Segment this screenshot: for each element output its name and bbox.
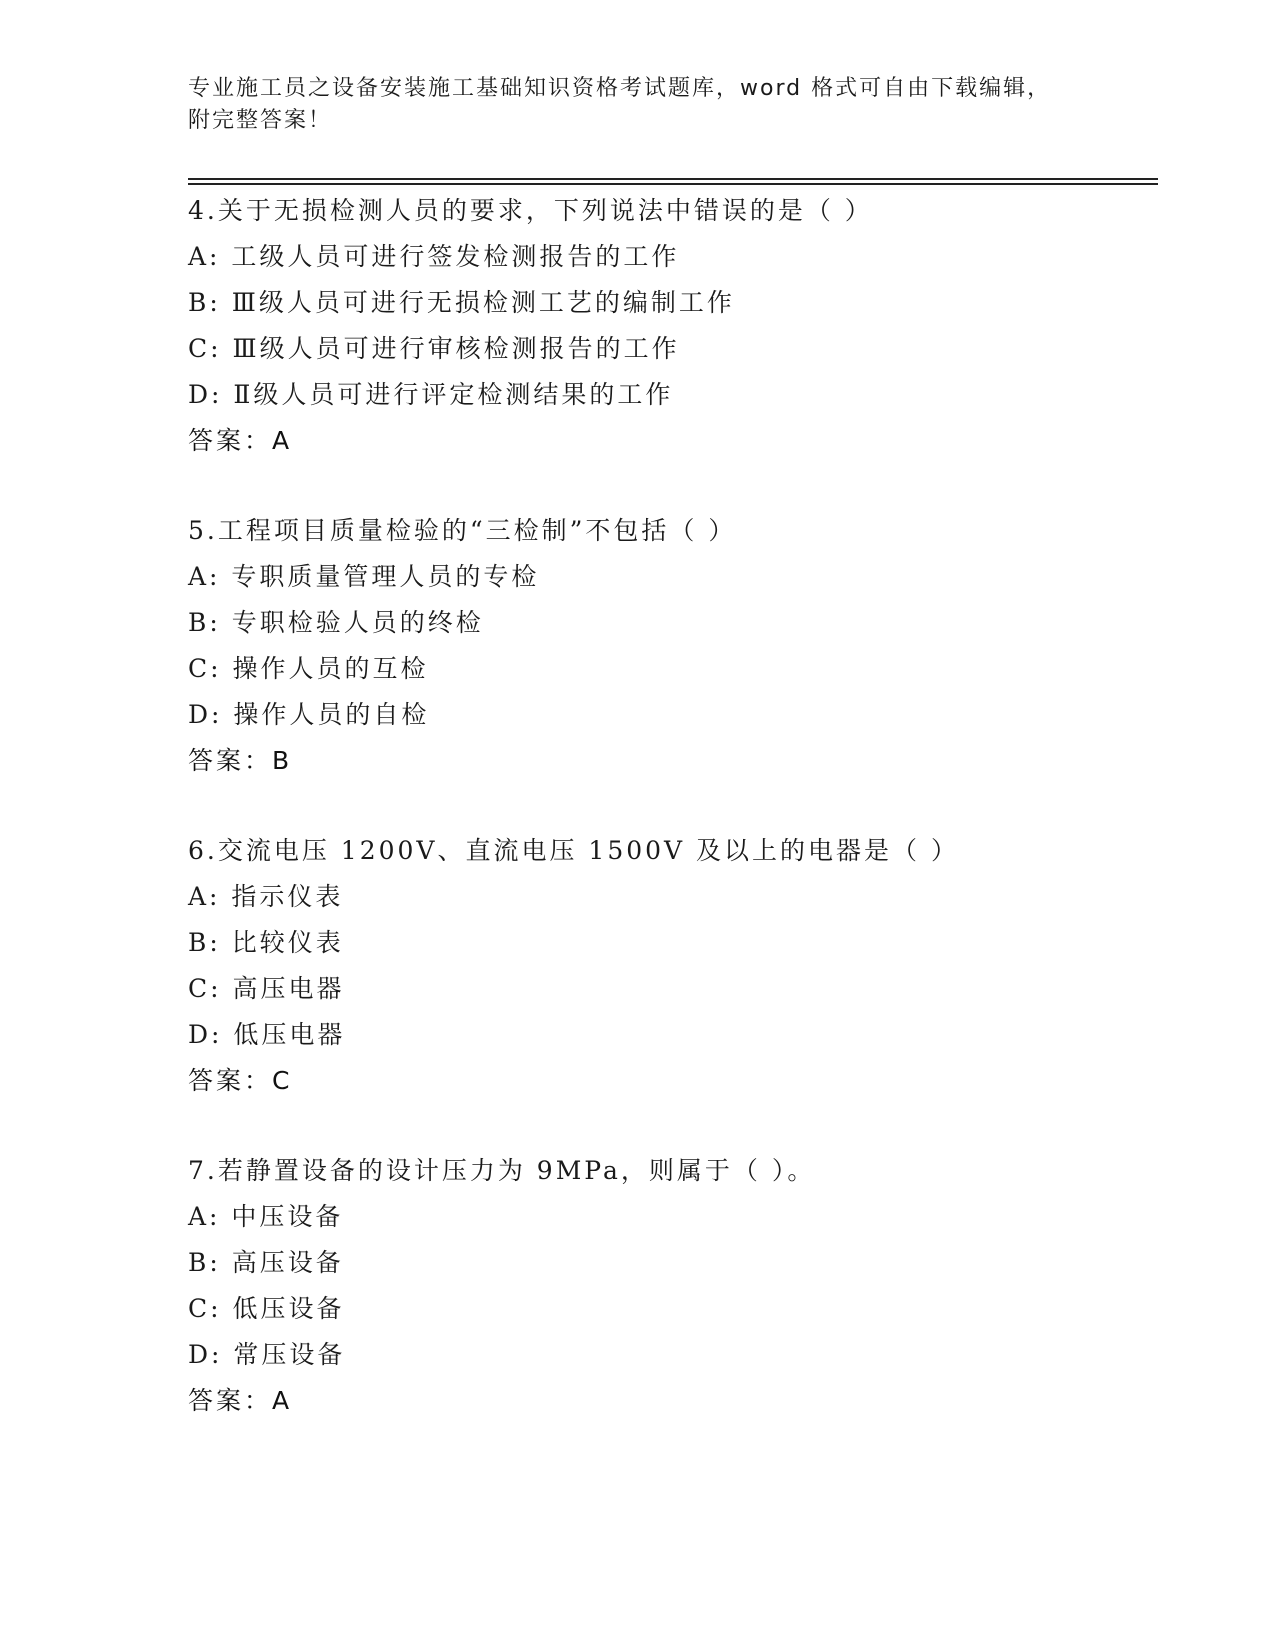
option-b: B: Ⅲ级人员可进行无损检测工艺的编制工作 <box>188 288 735 317</box>
option-b: B: 高压设备 <box>188 1248 344 1277</box>
header-line-2: 附完整答案！ <box>188 108 333 133</box>
option-c: C: 低压设备 <box>188 1294 345 1323</box>
option-c: C: 操作人员的互检 <box>188 654 429 683</box>
header-divider-bottom <box>188 183 1158 185</box>
option-a: A: 专职质量管理人员的专检 <box>188 562 540 591</box>
answer-label: 答案：A <box>188 1386 293 1415</box>
answer-label: 答案：B <box>188 746 293 775</box>
header-divider-top <box>188 178 1158 180</box>
option-c: C: Ⅲ级人员可进行审核检测报告的工作 <box>188 334 680 363</box>
option-a: A: 指示仪表 <box>188 882 344 911</box>
header-line-1: 专业施工员之设备安装施工基础知识资格考试题库，word 格式可自由下载编辑， <box>188 76 1052 101</box>
document-header <box>188 73 1088 137</box>
option-b: B: 比较仪表 <box>188 928 344 957</box>
question-stem: 7.若静置设备的设计压力为 9MPa，则属于（ ）。 <box>188 1156 816 1185</box>
question-7 <box>188 1148 1148 1424</box>
question-6 <box>188 828 1148 1104</box>
option-b: B: 专职检验人员的终检 <box>188 608 484 637</box>
option-d: D: Ⅱ级人员可进行评定检测结果的工作 <box>188 380 674 409</box>
option-a: A: 中压设备 <box>188 1202 344 1231</box>
question-stem: 5.工程项目质量检验的“三检制”不包括（ ） <box>188 516 737 545</box>
question-4 <box>188 188 1148 464</box>
option-c: C: 高压电器 <box>188 974 345 1003</box>
question-stem: 6.交流电压 1200V、直流电压 1500V 及以上的电器是（ ） <box>188 836 959 865</box>
question-5 <box>188 508 1148 784</box>
option-d: D: 常压设备 <box>188 1340 346 1369</box>
option-d: D: 操作人员的自检 <box>188 700 430 729</box>
option-d: D: 低压电器 <box>188 1020 346 1049</box>
question-stem: 4.关于无损检测人员的要求，下列说法中错误的是（ ） <box>188 196 873 225</box>
option-a: A: 工级人员可进行签发检测报告的工作 <box>188 242 680 271</box>
answer-label: 答案：C <box>188 1066 293 1095</box>
answer-label: 答案：A <box>188 426 293 455</box>
